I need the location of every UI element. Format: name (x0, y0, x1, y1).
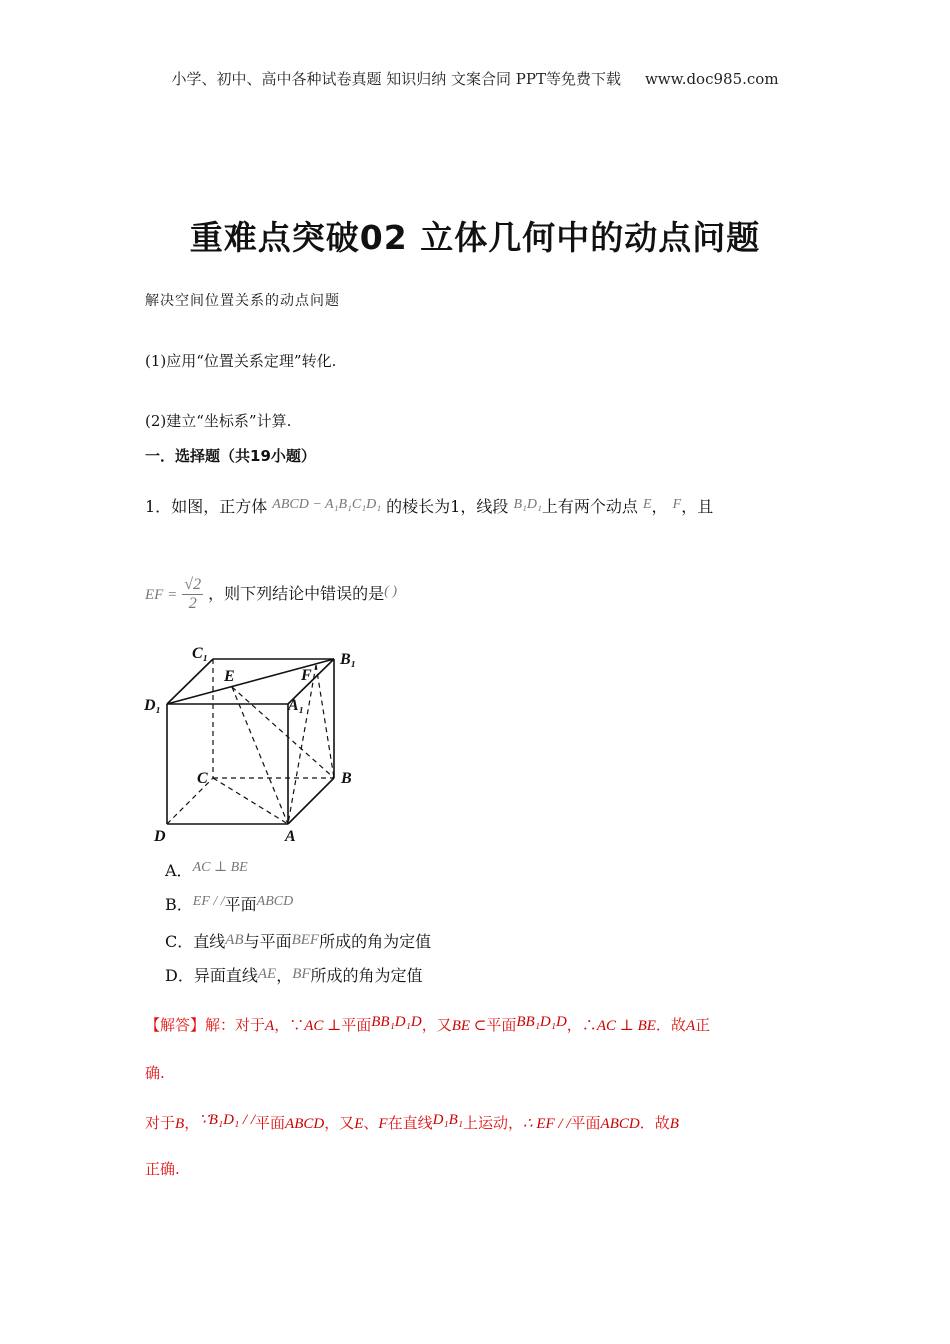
solution-line-4: 正确. (145, 1160, 180, 1178)
sol-text: 平面 (486, 1016, 517, 1034)
label-b1: B₁ (340, 651, 357, 668)
sol-math: BB₁D₁D (516, 1014, 567, 1030)
option-d-text: 异面直线 (193, 966, 258, 985)
q-ef-fraction (182, 576, 203, 613)
label-a: A (285, 828, 296, 845)
sol-math: BE ⊂ (451, 1018, 487, 1034)
sol-math: ABCD (600, 1116, 640, 1132)
sol-math: E (354, 1116, 364, 1132)
q-text-1: 如图，正方体 (171, 497, 268, 516)
label-e: E (224, 668, 235, 685)
sol-text: 解：对于 (205, 1016, 266, 1034)
option-b-letter: B． (165, 895, 193, 914)
label-d: D (154, 828, 166, 845)
option-b-expr2: ABCD (256, 894, 294, 909)
segment-e-a (232, 687, 288, 824)
solution-line-1 (145, 1014, 710, 1035)
option-c-expr2: BEF (291, 932, 320, 948)
intro-item-1: (1)应用“位置关系定理”转化. (145, 352, 337, 370)
sol-text: 平面 (255, 1114, 286, 1132)
option-a[interactable] (165, 858, 248, 881)
intro-item-2: (2)建立“坐标系”计算. (145, 412, 292, 430)
sol-math: ∴ EF / / (523, 1116, 571, 1132)
q-math-f: F (672, 497, 682, 512)
question-1-cont (145, 576, 397, 613)
option-c-expr: AB (225, 932, 244, 948)
page-title: 重难点突破02 立体几何中的动点问题 (189, 218, 761, 257)
option-b-text: 平面 (224, 895, 257, 914)
sol-text: ，∵ (274, 1016, 305, 1034)
option-d-text3: 所成的角为定值 (310, 966, 423, 985)
page-header (0, 68, 950, 89)
sol-text: ，∴ (566, 1016, 597, 1034)
label-c: C (197, 770, 208, 787)
option-d[interactable] (165, 963, 423, 986)
segment-e-b (232, 687, 334, 778)
label-d1: D₁ (144, 697, 162, 714)
option-c-text3: 所成的角为定值 (319, 932, 432, 951)
q-math-cube: ABCD − A₁B₁C₁D₁ (272, 497, 382, 512)
q-answer-paren: ( ) (384, 584, 398, 599)
sol-text: ．故 (639, 1114, 670, 1132)
intro-heading: 解决空间位置关系的动点问题 (145, 293, 340, 309)
sol-text: ， (184, 1114, 200, 1132)
sol-math: AC ⊥ BE (596, 1018, 656, 1034)
option-a-expr: AC ⊥ BE (192, 860, 248, 875)
q-ef-lhs: EF = (145, 587, 178, 603)
sol-text: 正 (695, 1016, 711, 1034)
label-f: F (301, 667, 312, 684)
segment-f-b (316, 665, 334, 778)
diag-c-a (213, 778, 288, 824)
sol-math: ∵B₁D₁ / / (199, 1112, 256, 1128)
section-heading: 一．选择题（共19小题） (145, 447, 316, 465)
q-text-4: ， (651, 497, 668, 516)
sol-math: A (265, 1018, 275, 1034)
sol-math: F (378, 1116, 388, 1132)
sol-text: 平面 (570, 1114, 601, 1132)
sol-text: 平面 (341, 1016, 372, 1034)
option-c-text: 直线 (193, 932, 226, 951)
sol-math: D₁B₁ (432, 1112, 464, 1128)
sol-text: 在直线 (387, 1114, 433, 1132)
solution-line-2: 确. (145, 1064, 165, 1082)
label-c1: C₁ (192, 645, 209, 662)
q-text-2: 的棱长为1，线段 (386, 497, 509, 516)
q-ef-num: √2 (184, 576, 202, 593)
label-a1: A₁ (288, 697, 305, 714)
option-c[interactable] (165, 929, 431, 952)
q-text-5: ，且 (681, 497, 714, 516)
label-b: B (341, 770, 352, 787)
sol-math: ABCD (285, 1116, 325, 1132)
solution-tag: 【解答】 (145, 1016, 206, 1034)
header-text: 小学、初中、高中各种试卷真题 知识归纳 文案合同 PPT等免费下载 (171, 70, 621, 88)
sol-text: ，又 (421, 1016, 452, 1034)
sol-text: ．故 (655, 1016, 686, 1034)
option-d-text2: ， (276, 966, 293, 985)
cube-figure (140, 640, 370, 850)
sol-text: 对于 (145, 1114, 176, 1132)
q-ef-den: 2 (188, 595, 197, 612)
option-c-text2: 与平面 (243, 932, 292, 951)
sol-text: 、 (363, 1114, 379, 1132)
q-math-segment: B₁D₁ (513, 497, 542, 512)
solution-line-3 (145, 1110, 679, 1133)
option-d-expr: AE (257, 966, 277, 982)
sol-math: AC ⊥ (304, 1018, 342, 1034)
option-d-expr2: BF (292, 966, 311, 982)
sol-text: ，又 (324, 1114, 355, 1132)
option-a-letter: A． (165, 861, 193, 880)
question-1 (145, 494, 713, 517)
option-d-letter: D． (165, 966, 194, 985)
header-url[interactable]: www.doc985.com (644, 70, 779, 88)
q-math-e: E (642, 497, 652, 512)
sol-text: 上运动， (463, 1114, 524, 1132)
sol-math: BB₁D₁D (371, 1014, 422, 1030)
option-b[interactable] (165, 892, 293, 915)
sol-math: A (685, 1018, 696, 1034)
q-text-3: 上有两个动点 (541, 497, 638, 516)
q-number: 1． (145, 497, 172, 516)
option-b-expr: EF / / (192, 894, 225, 909)
option-c-letter: C． (165, 932, 194, 951)
sol-math: B (175, 1116, 185, 1132)
sol-math: B (669, 1116, 679, 1132)
q-text-6: ，则下列结论中错误的是 (208, 584, 385, 603)
